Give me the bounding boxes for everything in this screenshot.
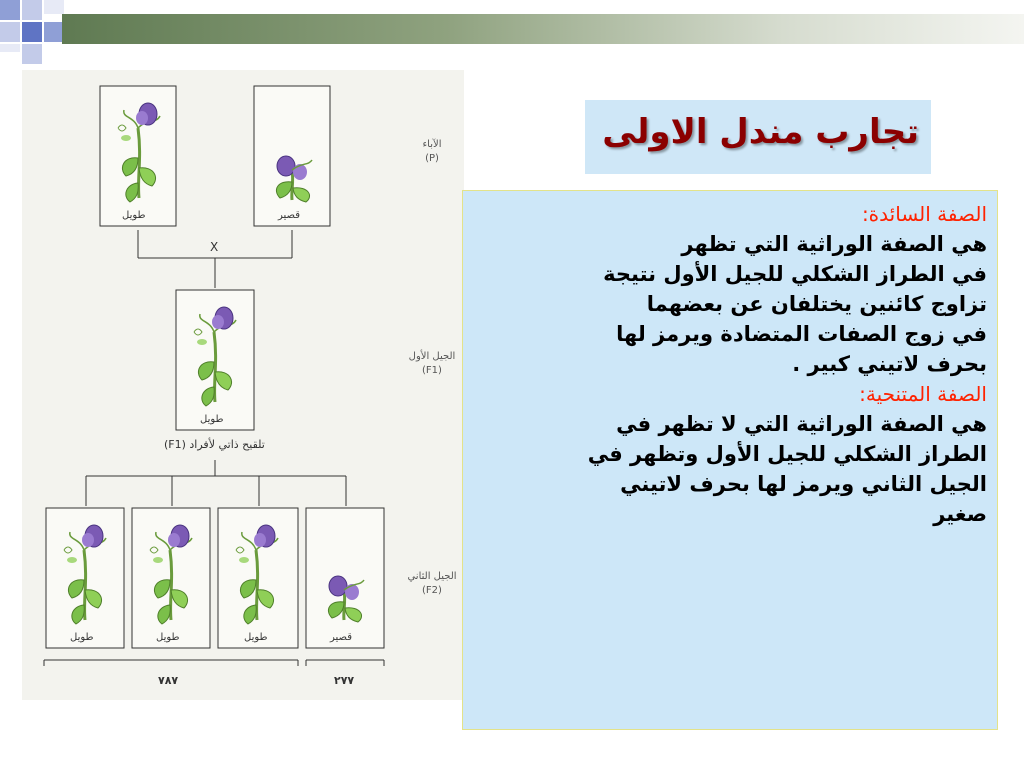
pea-cross-diagram — [22, 70, 464, 700]
parent-short-label: قصير — [278, 210, 300, 221]
page-title: تجارب مندل الاولى — [602, 112, 919, 152]
generation-p-label: الآباء (P) — [422, 139, 442, 164]
f2-plant-label: طويل — [70, 632, 94, 643]
cross-symbol: X — [210, 240, 219, 254]
recessive-line: هي الصفة الوراثية التي لا تظهر في — [616, 412, 987, 436]
f2-plant-label: قصير — [330, 632, 352, 643]
definitions-box — [462, 190, 998, 730]
deco-square — [22, 44, 42, 64]
deco-square — [0, 22, 20, 42]
deco-square — [0, 0, 20, 20]
f2-plant-label: طويل — [156, 632, 180, 643]
recessive-heading: الصفة المتنحية: — [859, 382, 987, 406]
dominant-heading: الصفة السائدة: — [861, 202, 987, 226]
recessive-line: الجيل الثاني ويرمز لها بحرف لاتيني — [620, 472, 987, 496]
title-box — [585, 100, 931, 174]
deco-square — [44, 0, 64, 14]
deco-square — [44, 22, 64, 42]
deco-square — [0, 44, 20, 52]
recessive-line: صغير — [933, 502, 987, 526]
f1-plant-label: طويل — [200, 414, 224, 425]
dominant-line: بحرف لاتيني كبير . — [792, 352, 987, 376]
recessive-line: الطراز الشكلي للجيل الأول وتظهر في — [587, 442, 987, 466]
diagram-lines — [22, 70, 464, 700]
header-bar — [62, 14, 1024, 44]
dominant-line: في الطراز الشكلي للجيل الأول نتيجة — [603, 262, 987, 286]
self-pollination-label: تلقيح ذاتي لأفراد (F1) — [164, 438, 265, 451]
deco-square — [22, 22, 42, 42]
dominant-line: في زوج الصفات المتضادة ويرمز لها — [616, 322, 987, 346]
generation-f2-label: الجيل الثاني (F2) — [407, 571, 457, 596]
generation-f1-label: الجيل الأول (F1) — [408, 351, 456, 376]
f2-plant-label: طويل — [244, 632, 268, 643]
dominant-line: هي الصفة الوراثية التي تظهر — [681, 232, 987, 256]
dominant-line: تزاوج كائنين يختلفان عن بعضهما — [646, 292, 987, 316]
tall-count: ٧٨٧ — [158, 674, 179, 687]
parent-tall-label: طويل — [122, 210, 146, 221]
short-count: ٢٧٧ — [334, 674, 355, 687]
deco-square — [22, 0, 42, 20]
